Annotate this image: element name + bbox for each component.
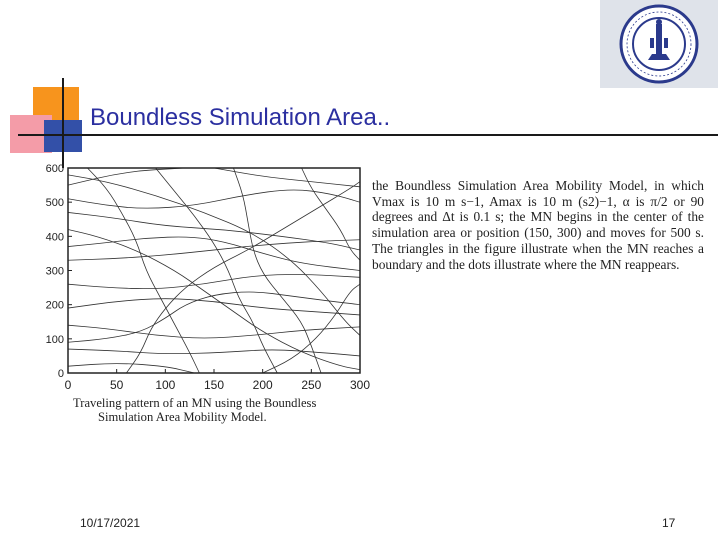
trajectory-path-3 [68, 240, 360, 261]
x-tick-label-2: 100 [155, 378, 176, 392]
y-tick-label-0: 0 [57, 368, 64, 380]
x-tick-label-3: 150 [203, 378, 225, 392]
footer-date: 10/17/2021 [80, 516, 141, 530]
decor-vertical-line [62, 78, 64, 168]
trajectory-path-6 [68, 349, 360, 356]
trajectory-path-18 [68, 190, 360, 208]
trajectory-path-7 [87, 168, 199, 373]
trajectory-path-13 [68, 299, 360, 315]
trajectory-path-19 [68, 292, 360, 342]
y-tick-label-3: 300 [45, 265, 64, 278]
university-logo [600, 0, 718, 88]
description-text: the Boundless Simulation Area Mobility Model, in which Vmax is 10 m s−1, Amax is 10 m (s2)−1, α is π/2 or 90 degrees and Δt is 0.1 s; the MN begins in the center of the simulation area or position (150, 300) and moves for 500 s. The triangles in the figure illustrate when the MN reaches a boundary and the dots illustrate where the MN reappears. [372, 178, 704, 272]
title-underline [18, 134, 718, 136]
slide-title: Boundless Simulation Area.. [90, 104, 391, 131]
y-tick-label-1: 100 [45, 333, 64, 346]
trajectory-path-16 [68, 237, 360, 271]
y-tick-label-2: 200 [45, 299, 64, 312]
y-tick-label-6: 600 [45, 163, 64, 175]
trajectory-path-14 [68, 364, 195, 373]
caption-line-1: Traveling pattern of an MN using the Boundless [73, 396, 317, 410]
y-tick-label-5: 500 [45, 197, 64, 210]
trajectory-path-5 [68, 325, 360, 338]
plot-frame [68, 168, 360, 373]
caption-line-2: Simulation Area Mobility Model. [98, 410, 267, 424]
figure-caption [73, 396, 373, 424]
x-tick-label-5: 250 [301, 378, 322, 392]
university-seal-icon [600, 0, 718, 88]
x-tick-label-6: 300 [349, 378, 371, 392]
x-tick-label-1: 50 [109, 378, 124, 392]
trajectory-path-15 [263, 284, 360, 373]
page-number: 17 [662, 516, 676, 530]
trajectory-figure [38, 160, 378, 430]
x-tick-label-0: 0 [64, 378, 72, 392]
trajectory-plot [38, 160, 378, 400]
trajectory-path-12 [214, 168, 360, 187]
x-tick-label-4: 200 [252, 378, 273, 392]
trajectory-path-0 [68, 175, 360, 336]
trajectory-path-9 [233, 168, 321, 373]
y-tick-label-4: 400 [45, 231, 64, 244]
